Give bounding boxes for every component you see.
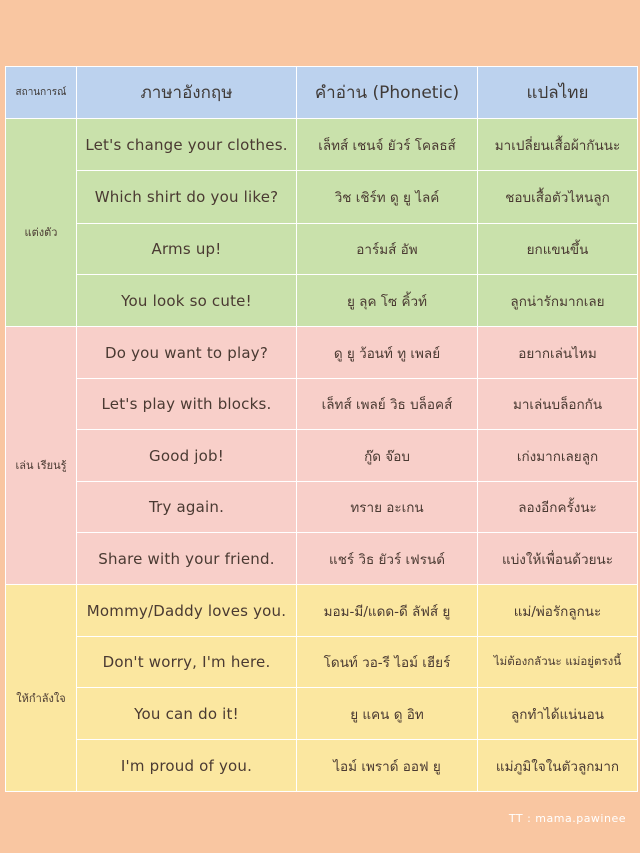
phonetic-cell: อาร์มส์ อัพ <box>297 224 478 275</box>
thai-cell: ไม่ต้องกลัวนะ แม่อยู่ตรงนี้ <box>478 637 638 688</box>
thai-cell: ยกแขนขึ้น <box>478 224 638 275</box>
situation-play-learn: เล่น เรียนรู้ <box>6 327 77 585</box>
credit-handle: TT : mama.pawinee <box>508 812 626 825</box>
english-cell: Mommy/Daddy loves you. <box>77 585 297 637</box>
english-cell: Let's change your clothes. <box>77 119 297 171</box>
header-situation: สถานการณ์ <box>6 67 77 119</box>
phonetic-cell: กู๊ด จ๊อบ <box>297 430 478 482</box>
phonetic-cell: ไอม์ เพราด์ ออฟ ยู <box>297 740 478 792</box>
phrase-table <box>5 66 638 792</box>
thai-cell: ลองอีกครั้งนะ <box>478 482 638 533</box>
thai-cell: แม่/พ่อรักลูกนะ <box>478 585 638 637</box>
phonetic-cell: เล็ทส์ เพลย์ วิธ บล็อคส์ <box>297 379 478 430</box>
english-cell: Share with your friend. <box>77 533 297 585</box>
table-row <box>6 430 638 482</box>
table-row <box>6 688 638 740</box>
table-row <box>6 585 638 637</box>
phonetic-cell: ทราย อะเกน <box>297 482 478 533</box>
table-row <box>6 275 638 327</box>
english-cell: You look so cute! <box>77 275 297 327</box>
thai-cell: ลูกน่ารักมากเลย <box>478 275 638 327</box>
thai-cell: เก่งมากเลยลูก <box>478 430 638 482</box>
english-cell: I'm proud of you. <box>77 740 297 792</box>
thai-cell: ลูกทำได้แน่นอน <box>478 688 638 740</box>
table-row <box>6 119 638 171</box>
english-cell: Do you want to play? <box>77 327 297 379</box>
table-row <box>6 327 638 379</box>
table-row <box>6 171 638 224</box>
header-english: ภาษาอังกฤษ <box>77 67 297 119</box>
thai-cell: แม่ภูมิใจในตัวลูกมาก <box>478 740 638 792</box>
situation-dressing: แต่งตัว <box>6 119 77 327</box>
phonetic-cell: เล็ทส์ เชนจ์ ยัวร์ โคลธส์ <box>297 119 478 171</box>
table-header-row <box>6 67 638 119</box>
english-cell: You can do it! <box>77 688 297 740</box>
english-cell: Don't worry, I'm here. <box>77 637 297 688</box>
header-thai: แปลไทย <box>478 67 638 119</box>
phonetic-cell: ยู แคน ดู อิท <box>297 688 478 740</box>
phonetic-cell: วิช เชิร์ท ดู ยู ไลค์ <box>297 171 478 224</box>
phonetic-cell: โดนท์ วอ-รี ไอม์ เฮียร์ <box>297 637 478 688</box>
table-row <box>6 740 638 792</box>
thai-cell: อยากเล่นไหม <box>478 327 638 379</box>
english-cell: Good job! <box>77 430 297 482</box>
thai-cell: มาเปลี่ยนเสื้อผ้ากันนะ <box>478 119 638 171</box>
thai-cell: มาเล่นบล็อกกัน <box>478 379 638 430</box>
english-cell: Let's play with blocks. <box>77 379 297 430</box>
english-cell: Which shirt do you like? <box>77 171 297 224</box>
phonetic-cell: มอม-มี/แดด-ดี ลัฟส์ ยู <box>297 585 478 637</box>
table-row <box>6 224 638 275</box>
thai-cell: ชอบเสื้อตัวไหนลูก <box>478 171 638 224</box>
table-row <box>6 379 638 430</box>
situation-encouragement: ให้กำลังใจ <box>6 585 77 792</box>
table-row <box>6 533 638 585</box>
thai-cell: แบ่งให้เพื่อนด้วยนะ <box>478 533 638 585</box>
phonetic-cell: ยู ลุค โซ คิ้วท์ <box>297 275 478 327</box>
phonetic-cell: ดู ยู ว้อนท์ ทู เพลย์ <box>297 327 478 379</box>
table-row <box>6 482 638 533</box>
table-row <box>6 637 638 688</box>
english-cell: Arms up! <box>77 224 297 275</box>
english-cell: Try again. <box>77 482 297 533</box>
phonetic-cell: แชร์ วิธ ยัวร์ เฟรนด์ <box>297 533 478 585</box>
header-phonetic: คำอ่าน (Phonetic) <box>297 67 478 119</box>
